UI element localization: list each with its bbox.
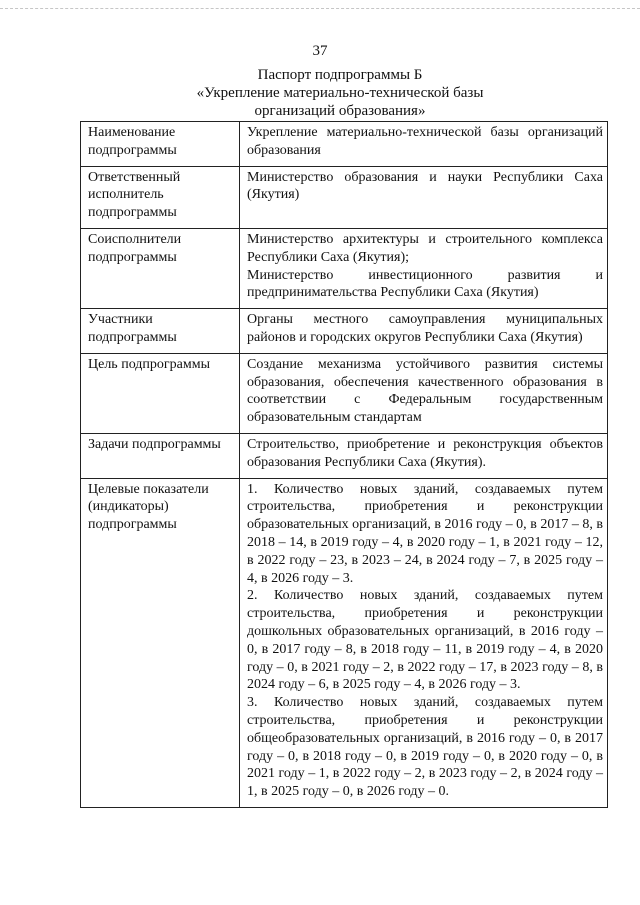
title-line-1: Паспорт подпрограммы Б bbox=[257, 67, 423, 83]
page-number: 37 bbox=[312, 43, 328, 59]
table-row-responsible bbox=[81, 166, 608, 228]
table-row-coexecutors bbox=[81, 228, 608, 308]
indicator-item: 1. Количество новых зданий, создаваемых путем строительства, приобретения и реконструкции образовательных организаций, в 2016 году – 0, в 2017 – 8, в 2018 – 14, в 2019 году – 4, в 2020 году – 1, в 2021 году – 12, в 2022 году – 23, в 2023 – 24, в 2024 году – 7, в 2025 году – 4, в 2026 году – 3. bbox=[247, 481, 603, 586]
indicator-item: 3. Количество новых зданий, создаваемых путем строительства, приобретения и реконструкции общеобразовательных организаций, в 2016 году – 0, в 2017 году – 0, в 2018 году – 0, в 2019 году – 0, в 2020 году – 0, в 2021 году – 1, в 2022 году – 2, в 2023 году – 2, в 2024 году – 1, в 2025 году – 0, в 2026 году – 0. bbox=[247, 695, 603, 800]
table-row-participants bbox=[81, 309, 608, 354]
indicators-list bbox=[240, 478, 608, 807]
document-title bbox=[90, 66, 590, 120]
title-line-2: «Укрепление материально-технической базы bbox=[196, 85, 484, 101]
row-label: Наименование подпрограммы bbox=[81, 122, 240, 167]
coexecutor-item: Министерство инвестиционного развития и предпринимательства Республики Саха (Якутия) bbox=[247, 267, 603, 301]
table-row-indicators bbox=[81, 478, 608, 807]
row-value: Создание механизма устойчивого развития системы образования, обеспечения качественного образования в соответствии с Федеральным государственным образовательным стандартам bbox=[240, 353, 608, 433]
row-value: Строительство, приобретение и реконструкция объектов образования Республики Саха (Якутия). bbox=[240, 433, 608, 478]
table-row-goal bbox=[81, 353, 608, 433]
title-line-3: организаций образования» bbox=[254, 103, 426, 119]
coexecutor-item: Министерство архитектуры и строительного комплекса Республики Саха (Якутия); bbox=[247, 231, 603, 265]
row-label: Участники подпрограммы bbox=[81, 309, 240, 354]
table-row-tasks bbox=[81, 433, 608, 478]
row-value bbox=[240, 228, 608, 308]
indicator-item: 2. Количество новых зданий, создаваемых путем строительства, приобретения и реконструкции дошкольных образовательных организаций, в 2016 году – 0, в 2017 году – 8, в 2018 году – 11, в 2019 году – 4, в 2020 году – 0, в 2021 году – 2, в 2022 году – 17, в 2023 году – 8, в 2024 году – 6, в 2025 году – 4, в 2026 году – 3. bbox=[247, 588, 603, 693]
row-label: Соисполнители подпрограммы bbox=[81, 228, 240, 308]
row-label: Цель подпрограммы bbox=[81, 353, 240, 433]
passport-table bbox=[80, 121, 608, 808]
table-row-name bbox=[81, 122, 608, 167]
scan-edge-artifact bbox=[0, 8, 640, 11]
row-value: Укрепление материально-технической базы организаций образования bbox=[240, 122, 608, 167]
row-value: Органы местного самоуправления муниципальных районов и городских округов Республики Саха (Якутия) bbox=[240, 309, 608, 354]
row-label: Целевые показатели (индикаторы) подпрограммы bbox=[81, 478, 240, 807]
row-label: Задачи подпрограммы bbox=[81, 433, 240, 478]
row-value: Министерство образования и науки Республики Саха (Якутия) bbox=[240, 166, 608, 228]
row-label: Ответственный исполнитель подпрограммы bbox=[81, 166, 240, 228]
